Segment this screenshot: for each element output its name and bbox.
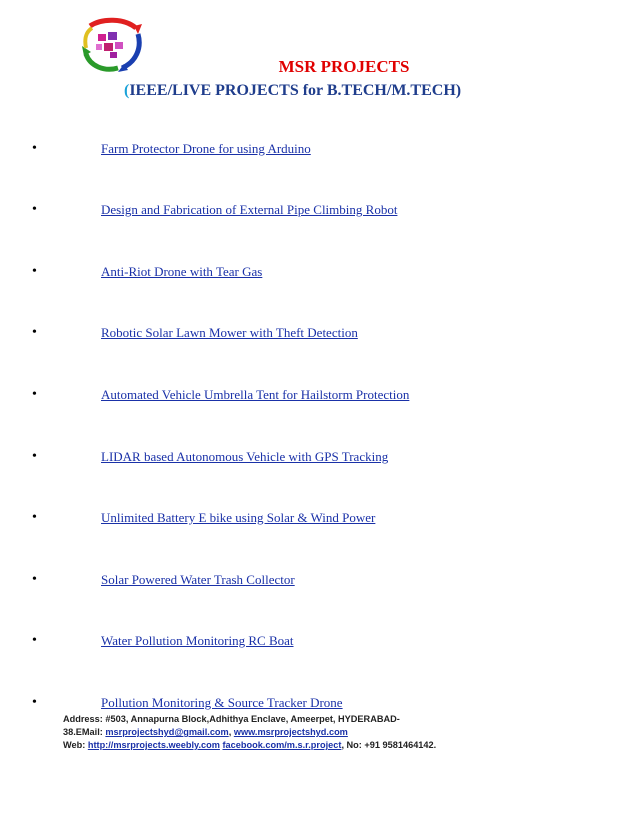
- phone-text: , No: +91 9581464142.: [341, 740, 437, 750]
- bullet: •: [32, 264, 37, 279]
- page-title: MSR PROJECTS: [278, 57, 410, 76]
- subtitle-text: IEEE/LIVE PROJECTS for B.TECH/M.TECH): [129, 82, 462, 99]
- list-item: [0, 630, 638, 652]
- list-item: [0, 446, 638, 468]
- facebook-link[interactable]: facebook.com/m.s.r.project: [222, 740, 342, 750]
- project-link[interactable]: Anti-Riot Drone with Tear Gas: [101, 264, 263, 279]
- email-line: [63, 726, 436, 739]
- project-link[interactable]: Pollution Monitoring & Source Tracker Drone: [101, 695, 343, 710]
- website-link[interactable]: www.msrprojectshyd.com: [233, 727, 348, 737]
- web-line: [63, 739, 436, 752]
- footer-contact: [63, 713, 436, 752]
- project-link[interactable]: Unlimited Battery E bike using Solar & Wind Power: [101, 510, 376, 525]
- list-item: [0, 322, 638, 344]
- bullet: •: [32, 325, 37, 340]
- bullet: •: [32, 572, 37, 587]
- email-link[interactable]: msrprojectshyd@gmail.com: [105, 727, 229, 737]
- project-link[interactable]: Automated Vehicle Umbrella Tent for Hailstorm Protection: [101, 387, 410, 402]
- email-label: 38.EMail:: [63, 727, 106, 737]
- bullet: •: [32, 510, 37, 525]
- project-link[interactable]: Water Pollution Monitoring RC Boat: [101, 633, 294, 648]
- project-link[interactable]: Design and Fabrication of External Pipe Climbing Robot: [101, 202, 398, 217]
- bullet: •: [32, 449, 37, 464]
- project-link[interactable]: Robotic Solar Lawn Mower with Theft Detection: [101, 325, 358, 340]
- list-item: [0, 199, 638, 221]
- web-label: Web:: [63, 740, 88, 750]
- bullet: •: [32, 141, 37, 156]
- project-link[interactable]: Solar Powered Water Trash Collector: [101, 572, 295, 587]
- subtitle-paren: (: [124, 82, 130, 99]
- list-item: [0, 569, 638, 591]
- project-link[interactable]: Farm Protector Drone for using Arduino: [101, 141, 311, 156]
- project-link[interactable]: LIDAR based Autonomous Vehicle with GPS Tracking: [101, 449, 389, 464]
- weebly-link[interactable]: http://msrprojects.weebly.com: [87, 740, 220, 750]
- list-item: [0, 261, 638, 283]
- address-line: Address: #503, Annapurna Block,Adhithya Enclave, Ameerpet, HYDERABAD-: [63, 714, 400, 724]
- list-item: [0, 138, 638, 160]
- list-item: [0, 384, 638, 406]
- bullet: •: [32, 633, 37, 648]
- bullet: •: [32, 387, 37, 402]
- list-item: [0, 507, 638, 529]
- separator: ,: [228, 727, 234, 737]
- bullet: •: [32, 202, 37, 217]
- list-item: [0, 692, 638, 714]
- bullet: •: [32, 695, 37, 710]
